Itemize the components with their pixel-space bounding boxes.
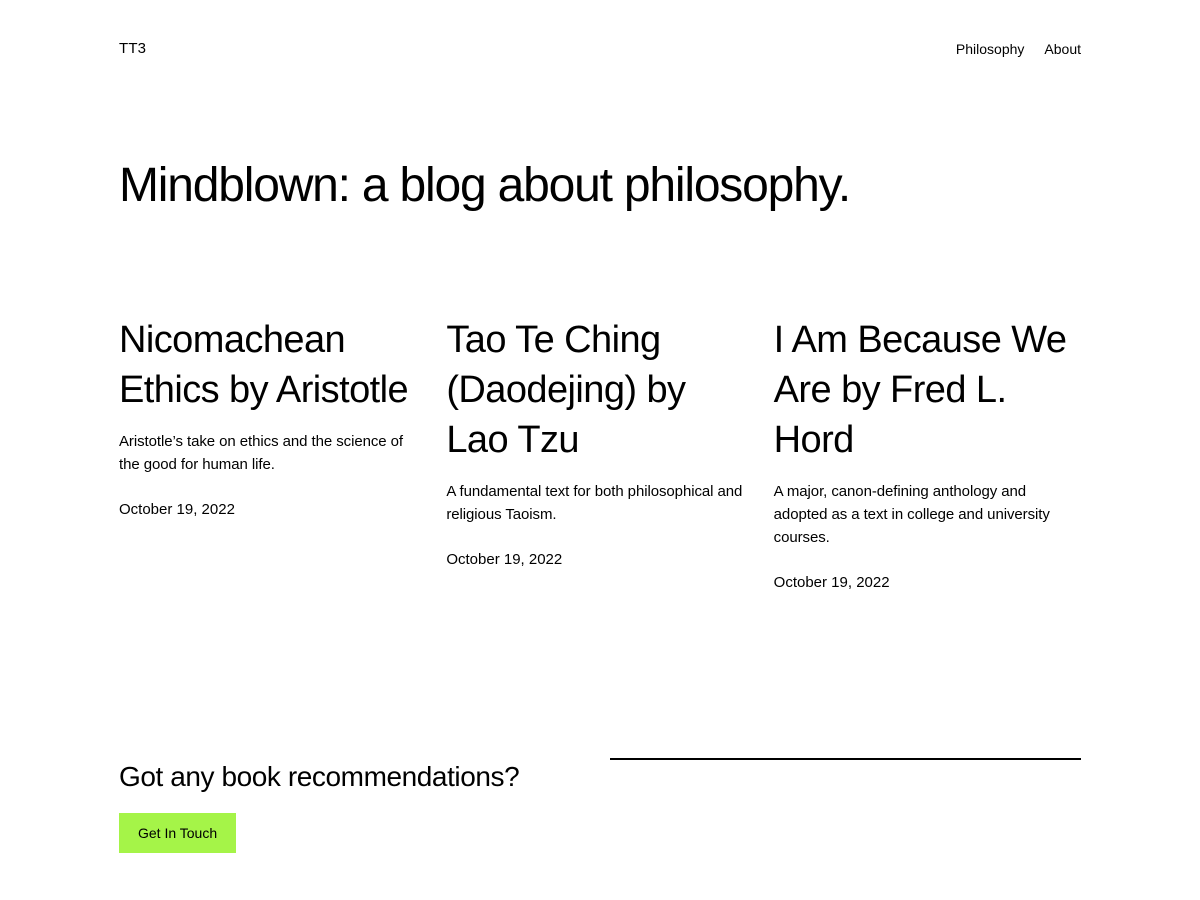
- post-title-link[interactable]: Nicomachean Ethics by Aristotle: [119, 318, 409, 411]
- post-card-tao-te-ching: [446, 315, 753, 595]
- post-card-nicomachean-ethics: [119, 315, 426, 595]
- post-card-i-am-because-we-are: [774, 315, 1081, 595]
- primary-nav: [956, 41, 1081, 57]
- get-in-touch-button[interactable]: Get In Touch: [119, 813, 236, 853]
- footer-cta-section: [119, 758, 1081, 853]
- main-content: [119, 157, 1081, 853]
- nav-item-philosophy[interactable]: Philosophy: [955, 40, 1025, 57]
- site-title-link[interactable]: TT3: [119, 40, 147, 57]
- post-date: October 19, 2022: [119, 500, 235, 518]
- separator-line: [610, 758, 1081, 760]
- site-header: [119, 0, 1081, 57]
- post-title-link[interactable]: I Am Because We Are by Fred L. Hord: [773, 318, 1067, 461]
- post-title-link[interactable]: Tao Te Ching (Daodejing) by Lao Tzu: [446, 318, 686, 461]
- post-excerpt: A major, canon-defining anthology and adopted as a text in college and university courses.: [773, 483, 1050, 546]
- separator-column: [610, 758, 1081, 760]
- nav-item-about[interactable]: About: [1044, 40, 1081, 57]
- post-date: October 19, 2022: [773, 573, 890, 591]
- page-title: Mindblown: a blog about philosophy.: [119, 159, 850, 212]
- cta-heading: Got any book recommendations?: [119, 761, 520, 793]
- posts-grid: [119, 315, 1081, 595]
- post-date: October 19, 2022: [446, 550, 563, 568]
- post-excerpt: Aristotle’s take on ethics and the science of the good for human life.: [119, 432, 404, 473]
- cta-column: [119, 758, 590, 853]
- post-excerpt: A fundamental text for both philosophical and religious Taoism.: [446, 483, 743, 523]
